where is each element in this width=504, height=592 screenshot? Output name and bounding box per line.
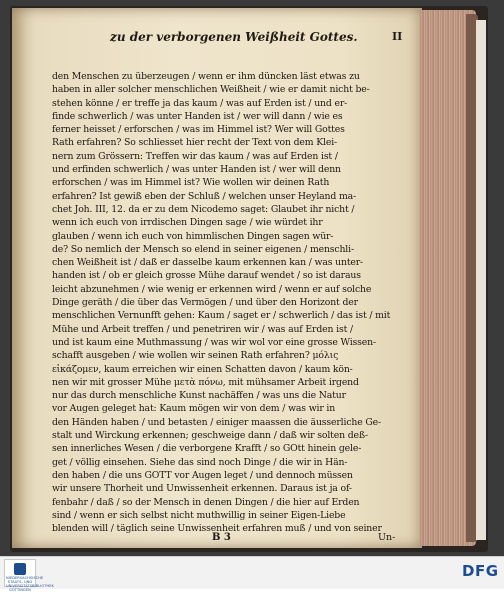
library-logo-icon <box>14 563 26 575</box>
text-line: fenbahr / daß / so der Mensch in denen Dingen / die hier auf Erden <box>52 496 360 508</box>
text-line: erforschen / was im Himmel ist? Wie wollen wir deinen Rath <box>52 177 330 189</box>
text-line: den haben / die uns GOTT vor Augen leget / und dennoch müssen <box>52 469 353 481</box>
text-line: stehen könne / er treffe ja das kaum / was auf Erden ist / und er- <box>52 97 348 109</box>
text-line: sind / wenn er sich selbst nicht muthwillig in seiner Eigen-Liebe <box>52 509 346 521</box>
text-line: Rath erfahren? So schliesset hier recht der Text von dem Klei- <box>52 137 338 149</box>
text-line: stalt und Wirckung erkennen; geschweige dann / daß wir solten deß- <box>52 430 368 442</box>
color-strip <box>476 20 486 540</box>
text-line: chet Joh. III, 12. da er zu dem Nicodemo saget: Glaubet ihr nicht / <box>52 203 355 215</box>
text-line: Dinge geräth / die über das Vermögen / und über den Horizont der <box>52 297 358 309</box>
text-line: und erfinden schwerlich / was unter Handen ist / wer will denn <box>52 164 341 176</box>
catchword: Un- <box>378 532 396 543</box>
body-text <box>52 70 404 535</box>
page-number: II <box>392 30 403 43</box>
text-line: de? So nemlich der Mensch so elend in seiner eigenen / menschli- <box>52 243 354 255</box>
text-line: und ist kaum eine Muthmassung / was wir wol vor eine grosse Wissen- <box>52 336 376 348</box>
text-line: erfahren? Ist gewiß eben der Schluß / welchen unser Heyland ma- <box>52 190 357 202</box>
text-line: leicht abzunehmen / wie wenig er erkennen wird / wenn er auf solche <box>52 283 372 295</box>
text-line: chen Weißheit ist / daß er dasselbe kaum erkennen kan / was unter- <box>52 257 364 269</box>
text-line: finde schwerlich / was unter Handen ist / wer will dann / wie es <box>52 110 343 122</box>
text-line: get / völlig einsehen. Siehe das sind noch Dinge / die wir in Hän- <box>52 456 348 468</box>
running-head: zu der verborgenen Weißheit Gottes. <box>110 30 358 44</box>
footer-bar <box>0 556 504 592</box>
text-line: haben in aller solcher menschlichen Weißheit / wie er damit nicht be- <box>52 84 370 96</box>
dfg-logo[interactable]: DFG <box>462 562 499 580</box>
text-line: menschlichen Vernunfft gehen: Kaum / saget er / schwerlich / das ist / mit <box>52 310 391 322</box>
text-line: sen innerliches Wesen / die verborgene Krafft / so GOtt hinein gele- <box>52 443 362 455</box>
text-line: blenden will / täglich seine Unwissenheit erfahren muß / und von seiner <box>52 523 382 535</box>
text-line: εἰκάζομεν, kaum erreichen wir einen Schatten davon / kaum kön- <box>52 363 353 375</box>
signature-mark: B 3 <box>212 532 231 543</box>
text-line: den Händen haben / und betasten / einiger maassen die äusserliche Ge- <box>52 416 381 428</box>
text-line: glauben / wenn ich euch von himmlischen Dingen sagen wür- <box>52 230 334 242</box>
library-logo[interactable] <box>4 559 54 592</box>
text-line: wenn ich euch von irrdischen Dingen sage / wie würdet ihr <box>52 217 323 229</box>
text-line: wir unsere Thorheit und Unwissenheit erkennen. Daraus ist ja of- <box>52 483 352 495</box>
text-line: schafft ausgeben / wie wollen wir seinen Rath erfahren? μόλις <box>52 350 339 362</box>
text-line: nur das durch menschliche Kunst nachäffen / was uns die Natur <box>52 390 346 402</box>
text-line: vor Augen geleget hat: Kaum mögen wir von dem / was wir in <box>52 403 336 415</box>
text-line: den Menschen zu überzeugen / wenn er ihm düncken läst etwas zu <box>52 71 360 82</box>
text-line: Mühe und Arbeit treffen / und penetriren wir / was auf Erden ist / <box>52 323 353 335</box>
library-logo-text: NIEDERSÄCHSISCHE STAATS- UND UNIVERSITÄTSBIBLIOTHEK GÖTTINGEN <box>6 576 54 592</box>
text-line: nen wir mit grosser Mühe μετὰ πόνω, mit mühsamer Arbeit irgend <box>52 376 359 388</box>
text-line: nern zum Grössern: Treffen wir das kaum / was auf Erden ist / <box>52 150 338 162</box>
text-line: handen ist / ob er gleich grosse Mühe darauf wendet / so ist daraus <box>52 270 361 282</box>
text-line: ferner heisset / erforschen / was im Himmel ist? Wer will Gottes <box>52 124 345 136</box>
